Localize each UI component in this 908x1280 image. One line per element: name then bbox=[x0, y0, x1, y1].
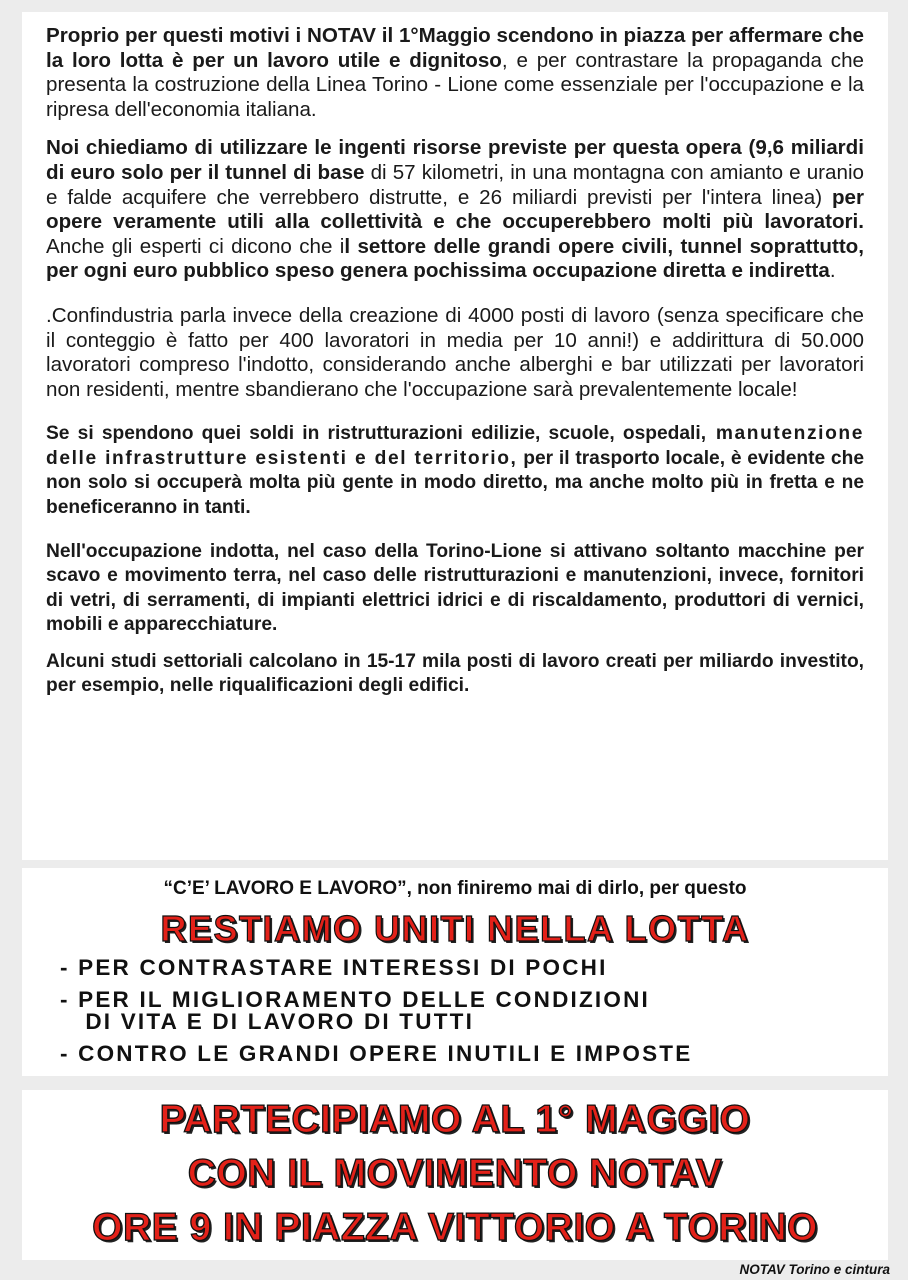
paragraph-studies: Alcuni studi settoriali calcolano in 15-17 mila posti di lavoro creati per miliardo investito, per esempio, nelle riqualificazioni degli edifici. bbox=[46, 650, 864, 696]
slogan-headline: “C’E’ LAVORO E LAVORO”, non finiremo mai di dirlo, per questo bbox=[163, 878, 747, 899]
spending-part-a: Se si spendono quei soldi in ristrutturazioni edilizie, scuole, ospedali, bbox=[46, 423, 707, 445]
resources-bold-2: 9,6 miliardi di euro solo per il tunnel di base bbox=[46, 136, 864, 184]
call-to-action-panel bbox=[22, 1090, 888, 1260]
spending-part-b: manutenzione delle infrastrutture esistenti e del territorio, bbox=[46, 423, 865, 469]
resources-bold-4: l settore delle grandi opere civili, tunnel soprattutto, per ogni euro pubblico speso genera pochissima occupazione diretta e indiretta bbox=[46, 234, 864, 283]
paragraph-confindustria: .Confindustria parla invece della creazione di 4000 posti di lavoro (senza specificare che il conteggio è fatto per 400 lavoratori in media per 10 anni!) e addirittura di 50.000 lavoratori compreso l'indotto, considerando anche alberghi e bar utilizzati per lavoratori non residenti, mentre sbandierano che l'occupazione sarà prevalentemente locale! bbox=[46, 303, 864, 401]
resources-bold-3: per opere veramente utili alla collettività e che occuperebbero molti più lavoratori. bbox=[46, 185, 864, 234]
cta-line: ORE 9 IN PIAZZA VITTORIO A TORINO bbox=[92, 1206, 818, 1249]
cta-line: PARTECIPIAMO AL 1° MAGGIO bbox=[159, 1098, 751, 1141]
demand-item: DI VITA E DI LAVORO DI TUTTI bbox=[60, 1009, 475, 1034]
intro-bold: Proprio per questi motivi i NOTAV il 1°Maggio scendono in piazza per affermare che la loro lotta è per un lavoro utile e dignitoso bbox=[46, 24, 864, 72]
signature: NOTAV Torino e cintura bbox=[739, 1262, 890, 1277]
cta-line: CON IL MOVIMENTO NOTAV bbox=[187, 1152, 723, 1195]
resources-plain-1: di 57 kilometri, in una montagna con amianto e uranio e falde acquifere che verrebbero distrutte, e 26 miliardi previsti per l'intera linea) bbox=[46, 160, 864, 209]
spending-part-c: per il trasporto locale, è evidente che non solo si occuperà molta più gente in modo diretto, ma anche molto più in fretta e ne beneficeranno in tanti. bbox=[46, 447, 864, 518]
demand-item: - CONTRO LE GRANDI OPERE INUTILI E IMPOSTE bbox=[60, 1041, 693, 1066]
main-text-panel bbox=[22, 12, 888, 860]
paragraph-spending bbox=[46, 422, 864, 520]
slogan-title: RESTIAMO UNITI NELLA LOTTA bbox=[160, 908, 750, 949]
slogan-panel bbox=[22, 868, 888, 1076]
paragraph-resources bbox=[46, 136, 864, 284]
resources-plain-3: . bbox=[829, 259, 836, 283]
paragraph-induced-employment: Nell'occupazione indotta, nel caso della Torino-Lione si attivano soltanto macchine per scavo e movimento terra, nel caso delle ristrutturazioni e manutenzioni, invece, fornitori di vetri, di serramenti, di impianti elettrici idrici e di riscaldamento, produttori di vernici, mobili e apparecchiature. bbox=[46, 540, 864, 636]
resources-plain-2: Anche gli esperti ci dicono che i bbox=[46, 234, 345, 258]
intro-rest: , e per contrastare la propaganda che presenta la costruzione della Linea Torino - Lione come essenziale per l'occupazione e la ripresa dell'economia italiana. bbox=[46, 48, 864, 121]
demand-item: - PER CONTRASTARE INTERESSI DI POCHI bbox=[60, 955, 608, 980]
paragraph-intro bbox=[46, 24, 864, 122]
demand-item: - PER IL MIGLIORAMENTO DELLE CONDIZIONI bbox=[60, 987, 650, 1012]
resources-bold-1: Noi chiediamo di utilizzare le ingenti risorse previste per questa opera ( bbox=[46, 136, 756, 160]
